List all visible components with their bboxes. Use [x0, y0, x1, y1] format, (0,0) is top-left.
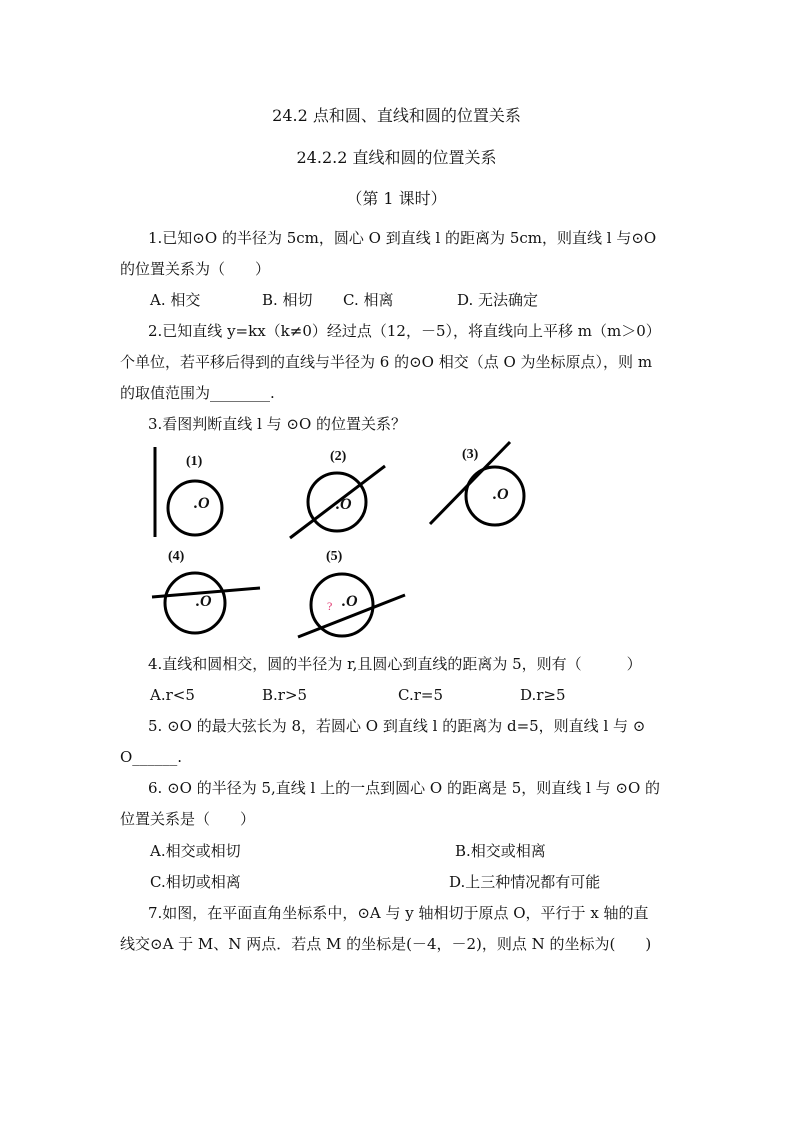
q6-option-a: A.相交或相切 — [150, 842, 241, 860]
fig3-center-label: .O — [493, 486, 509, 503]
q1-option-a: A. 相交 — [150, 291, 201, 309]
fig3-label: (3) — [462, 447, 479, 462]
fig5-center-label: .O — [342, 593, 358, 610]
q7-text-line1: 7.如图，在平面直角坐标系中，⊙A 与 y 轴相切于原点 O，平行于 x 轴的直 — [148, 904, 649, 922]
q1-option-d: D. 无法确定 — [457, 291, 539, 309]
q2-text-line2: 个单位，若平移后得到的直线与半径为 6 的⊙O 相交（点 O 为坐标原点），则 m — [120, 353, 653, 371]
subsection-title: 24.2.2 直线和圆的位置关系 — [296, 148, 497, 167]
fig1-center-label: .O — [194, 495, 210, 512]
fig1-label: (1) — [186, 454, 203, 469]
q6-option-d: D.上三种情况都有可能 — [449, 873, 601, 891]
q4-option-d: D.r≥5 — [520, 686, 566, 704]
fig2-center-label: .O — [336, 496, 352, 513]
q5-text-line2: O______. — [120, 748, 183, 766]
q6-text-line1: 6. ⊙O 的半径为 5,直线 l 上的一点到圆心 O 的距离是 5，则直线 l 与 ⊙O 的 — [148, 779, 661, 797]
q2-text-line1: 2.已知直线 y=kx（k≠0）经过点（12，－5），将直线向上平移 m（m＞0） — [148, 322, 661, 340]
q1-option-c: C. 相离 — [343, 291, 394, 309]
q4-option-a: A.r<5 — [150, 686, 195, 704]
q3-text-line1: 3.看图判断直线 l 与 ⊙O 的位置关系？ — [148, 415, 407, 433]
fig5-label: (5) — [326, 549, 343, 564]
q6-option-b: B.相交或相离 — [455, 842, 546, 860]
q4-text-line1: 4.直线和圆相交，圆的半径为 r,且圆心到直线的距离为 5，则有（ ） — [148, 655, 642, 673]
q6-option-c: C.相切或相离 — [150, 873, 241, 891]
q4-option-b: B.r>5 — [262, 686, 308, 704]
fig4-label: (4) — [168, 549, 185, 564]
q7-text-line2: 线交⊙A 于 M、N 两点．若点 M 的坐标是(－4，－2)，则点 N 的坐标为( ) — [120, 935, 652, 953]
q1-text-line2: 的位置关系为（ ） — [120, 260, 271, 278]
section-title: 24.2 点和圆、直线和圆的位置关系 — [272, 106, 521, 125]
fig4-center-label: .O — [196, 593, 212, 610]
q1-option-b: B. 相切 — [262, 291, 313, 309]
q2-text-line3: 的取值范围为________. — [120, 384, 275, 402]
q5-text-line1: 5. ⊙O 的最大弦长为 8，若圆心 O 到直线 l 的距离为 d=5，则直线 l 与 ⊙ — [148, 717, 646, 735]
q4-option-c: C.r=5 — [398, 686, 443, 704]
q6-text-line2: 位置关系是（ ） — [120, 810, 256, 828]
lesson-label: （第 1 课时） — [346, 189, 447, 208]
q1-text-line1: 1.已知⊙O 的半径为 5cm，圆心 O 到直线 l 的距离为 5cm，则直线 l 与⊙O — [148, 229, 657, 247]
fig2-label: (2) — [330, 449, 347, 464]
fig5-question-mark: ? — [327, 599, 333, 613]
fig4-circle — [165, 573, 225, 633]
